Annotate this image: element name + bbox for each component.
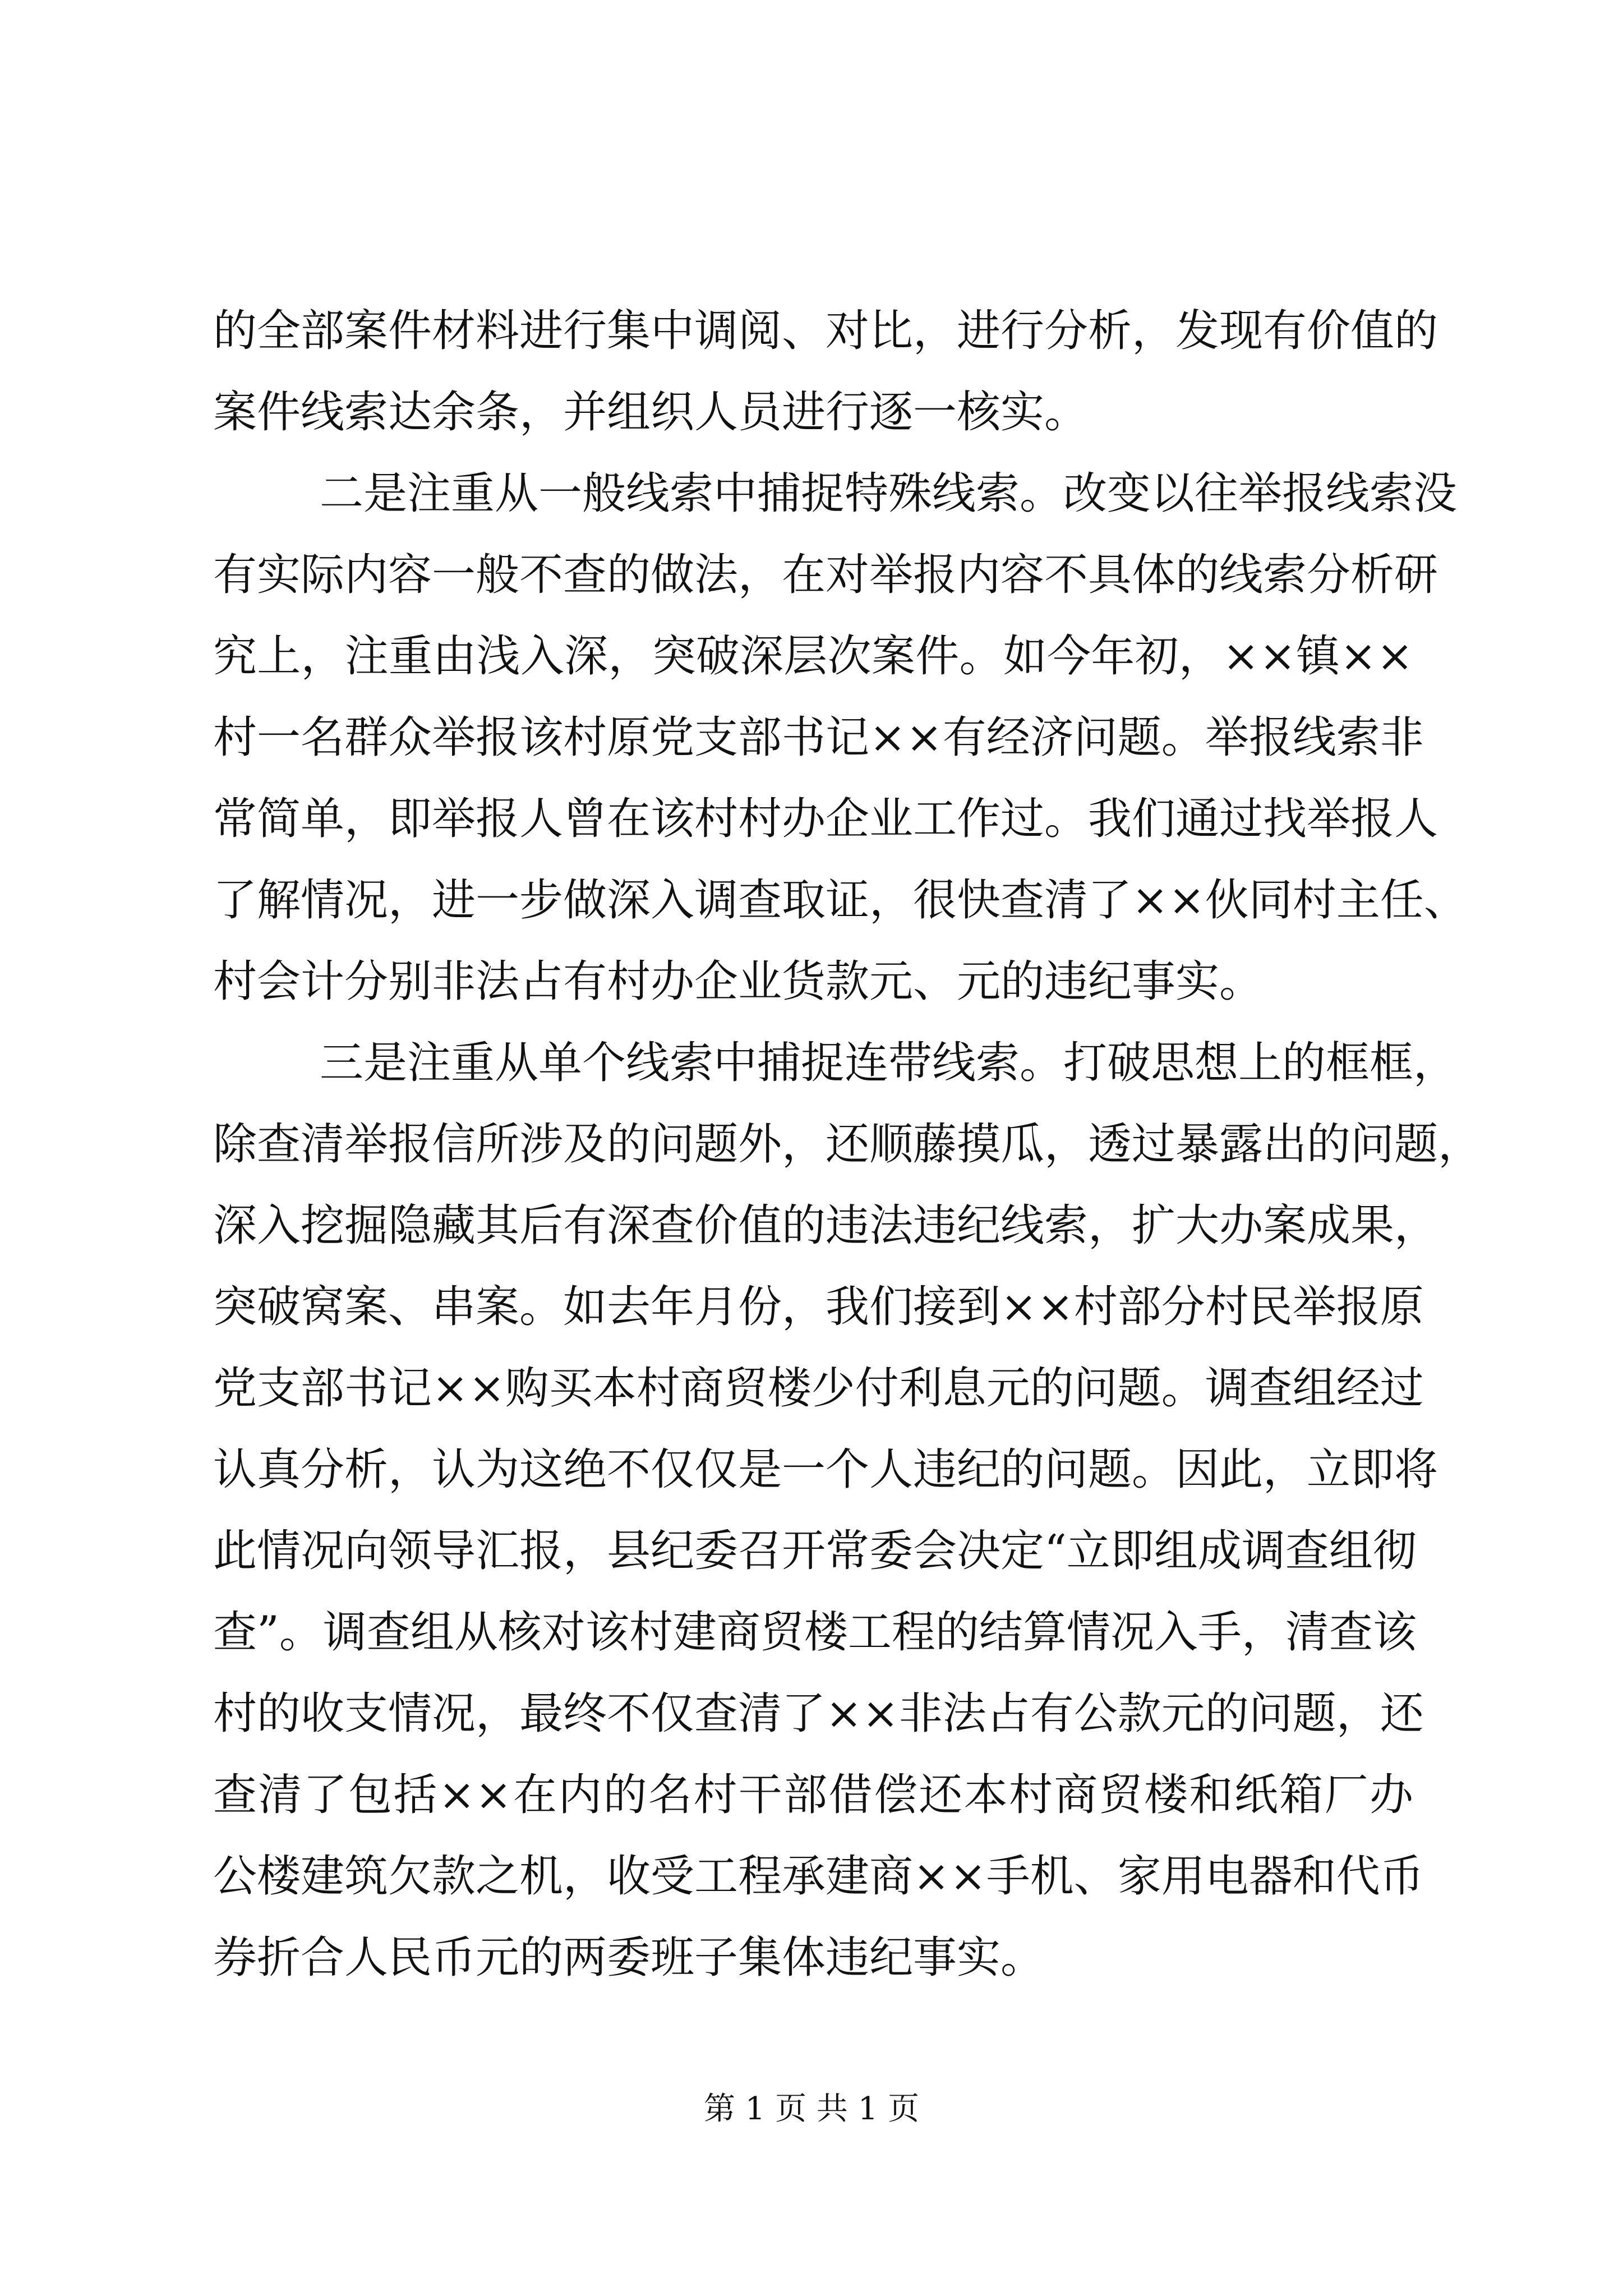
text-line: 除查清举报信所涉及的问题外，还顺藤摸瓜，透过暴露出的问题， (213, 1119, 1482, 1170)
text-line: 了解情况，进一步做深入调查取证，很快查清了××伙同村主任、 (213, 875, 1468, 926)
text-line: 村的收支情况，最终不仅查清了××非法占有公款元的问题，还 (213, 1688, 1424, 1739)
text-line: 的全部案件材料进行集中调阅、对比，进行分析，发现有价值的 (213, 306, 1438, 356)
text-line: 有实际内容一般不查的做法，在对举报内容不具体的线索分析研 (213, 550, 1438, 600)
text-line: 认真分析，认为这绝不仅仅是一个人违纪的问题。因此，立即将 (213, 1444, 1438, 1495)
paragraph-start-line: 三是注重从单个线索中捕捉连带线索。打破思想上的框框， (320, 1038, 1458, 1088)
text-line: 券折合人民币元的两委班子集体违纪事实。 (213, 1932, 1045, 1983)
text-line: 查清了包括××在内的名村干部借偿还本村商贸楼和纸箱厂办 (213, 1770, 1413, 1820)
text-line: 突破窝案、串案。如去年月份，我们接到××村部分村民举报原 (213, 1282, 1424, 1332)
text-line: 案件线索达余条，并组织人员进行逐一核实。 (213, 387, 1089, 438)
paragraph-start-line: 二是注重从一般线索中捕捉特殊线索。改变以往举报线索没 (320, 468, 1458, 519)
text-line: 村会计分别非法占有村办企业货款元、元的违纪事实。 (213, 956, 1264, 1007)
page-number-footer: 第 1 页 共 1 页 (703, 2091, 920, 2127)
text-line: 此情况向领导汇报，县纪委召开常委会决定“立即组成调查组彻 (213, 1526, 1417, 1576)
text-line: 村一名群众举报该村原党支部书记××有经济问题。举报线索非 (213, 712, 1424, 763)
text-line: 党支部书记××购买本村商贸楼少付利息元的问题。调查组经过 (213, 1363, 1424, 1414)
text-line: 深入挖掘隐藏其后有深查价值的违法违纪线索，扩大办案成果， (213, 1200, 1438, 1251)
text-line: 常简单，即举报人曾在该村村办企业工作过。我们通过找举报人 (213, 794, 1438, 844)
text-line: 究上，注重由浅入深，突破深层次案件。如今年初，××镇×× (213, 631, 1413, 682)
text-line: 查”。调查组从核对该村建商贸楼工程的结算情况入手，清查该 (213, 1607, 1417, 1658)
text-line: 公楼建筑欠款之机，收受工程承建商××手机、家用电器和代币 (213, 1851, 1424, 1902)
